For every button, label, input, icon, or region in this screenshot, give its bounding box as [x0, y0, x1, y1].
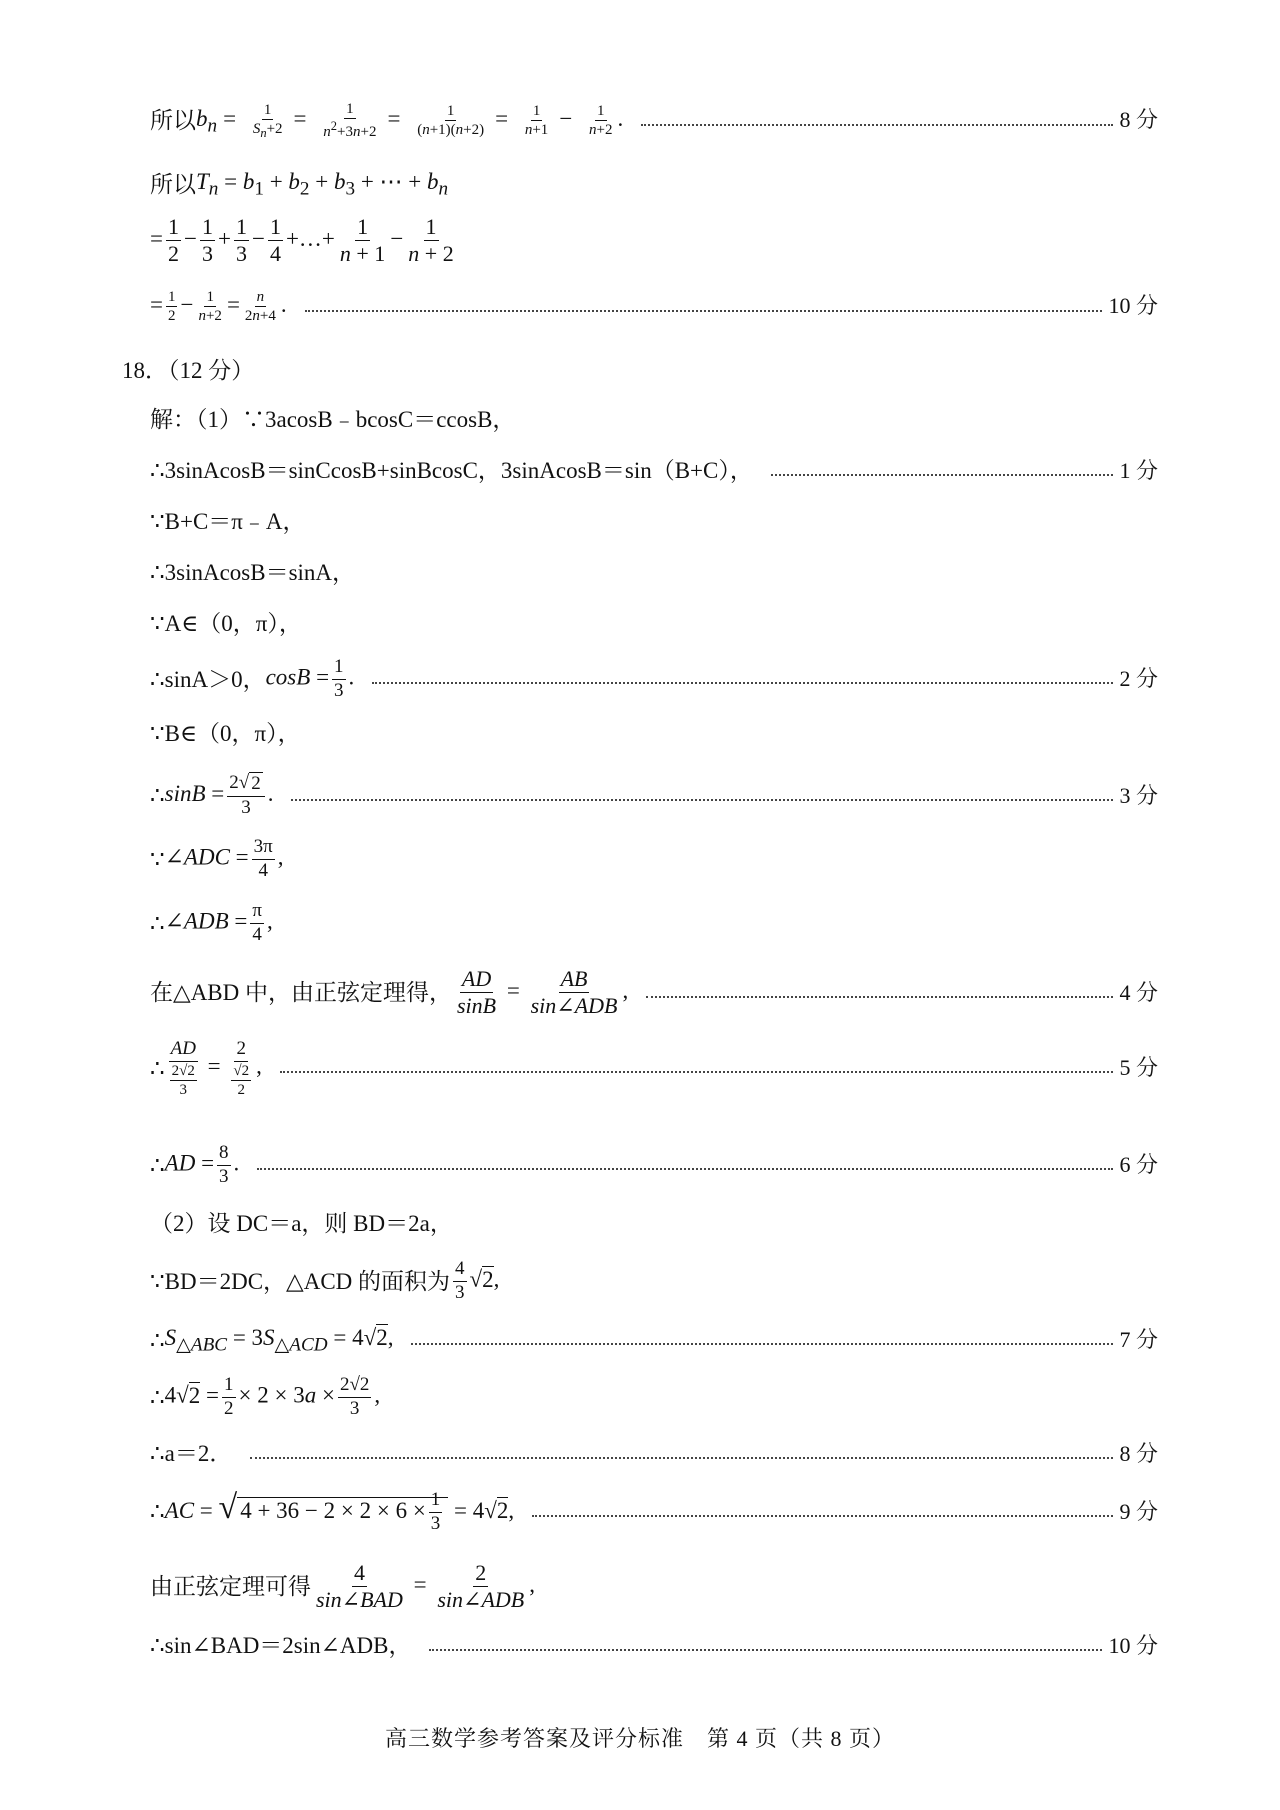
formula-bn: $b_n$ = $\frac{1}{S_n+2}$ = $\frac{1}{n^2+3n+2}$ = $\frac{1}{(n+1)(n+2)}$ = $\frac{1}{n+1}$ − $\frac{1}{n+2}$ . — [196, 101, 624, 140]
line-s12: ∴ $\frac{AD}{\frac{2√2}{3}}$ = $\frac{2}{\frac{√2}{2}}$ , 5 分 — [150, 1038, 1158, 1098]
line-s19: ∴ AC = √ 4 + 36 − 2 × 2 × 6 × $\frac{1}{3}$ = 4√2, 9 分 — [150, 1489, 1158, 1535]
formula-area-abc: $S_{\triangle ABC} = 3S_{\triangle ACD} = 4√2$, — [164, 1325, 394, 1356]
score: 10 分 — [1108, 293, 1158, 319]
line-s8: ∴ sinB = 2√ 2 3 . 3 分 — [150, 772, 1158, 818]
line-s20: 由正弦定理可得 $\frac{4}{\text{sin∠BAD}}$ = $\frac{2}{\text{sin∠ADB}}$ , — [150, 1560, 535, 1613]
line-s14: （2）设 DC＝a，则 BD＝2a， — [150, 1211, 453, 1236]
line-s2: ∴3sinAcosB＝sinCcosB+sinBcosC，3sinAcosB＝sin（B+C）， 1 分 — [150, 457, 1158, 483]
formula-ad-ratio: $\frac{AD}{\frac{2√2}{3}}$ = $\frac{2}{\frac{√2}{2}}$ , — [170, 1038, 262, 1098]
score: 8 分 — [1119, 1440, 1158, 1466]
formula-telescoping: = $\frac{1}{2}$ − $\frac{1}{3}$ + $\frac{1}{3}$ − $\frac{1}{4}$ +…+ $\frac{1}{n + 1}$ − $\frac{1}{n + 2}$ — [150, 214, 454, 267]
line-s16: ∴ $S_{\triangle ABC} = 3S_{\triangle ACD} = 4√2$, 7 分 — [150, 1325, 1158, 1356]
dot-leader — [411, 1343, 1113, 1345]
score: 2 分 — [1119, 666, 1158, 692]
formula-adb: ∠ADB = $\frac{\pi}{4}$ , — [164, 900, 273, 945]
line-s21: ∴sin∠BAD＝2sin∠ADB， 10 分 — [150, 1632, 1158, 1658]
line-tn-result — [150, 288, 1158, 325]
dot-leader — [257, 1168, 1113, 1170]
dot-leader — [646, 996, 1113, 998]
line-s11: 在△ABD 中，由正弦定理得， $\frac{AD}{\sin B}$ = $\frac{AB}{\text{sin∠ADB}}$ , 4 分 — [150, 966, 1158, 1019]
formula-area-eq: 4√2 = $\frac{1}{2}$ × 2 × 3a × $\frac{2√2}{3}$ , — [164, 1374, 381, 1419]
score: 8 分 — [1119, 107, 1158, 133]
line-s17: ∴ 4√2 = $\frac{1}{2}$ × 2 × 3a × $\frac{2√2}{3}$ , — [150, 1374, 381, 1419]
formula-sinb: sinB = 2√ 2 3 . — [164, 772, 274, 818]
dot-leader — [532, 1515, 1113, 1517]
dot-leader — [641, 124, 1113, 126]
line-s1: 解：（1）∵3acosB﹣bcosC＝ccosB， — [150, 407, 516, 432]
line-s6: ∴sinA＞0， cosB = $\frac{1}{3}$ . 2 分 — [150, 656, 1158, 701]
line-s10: ∴ ∠ADB = $\frac{\pi}{4}$ , — [150, 900, 273, 945]
formula-tn-result: = $\frac{1}{2}$ − $\frac{1}{n+2}$ = $\frac{n}{2n+4}$ . — [150, 289, 287, 324]
question-18-header: 18．（12 分） — [122, 358, 255, 383]
line-bn: 所以 $b_n$ = $\frac{1}{S_n+2}$ = $\frac{1}{n^2+3n+2}$ = $\frac{1}{(n+1)(n+2)}$ = $\frac{1}{n+1}$ − $\frac{1}{n+2}$ . 8 分 — [150, 101, 1158, 140]
formula-tn: $T_n = b_1 + b_2 + b_3$ + ⋯ + $b_n$ — [196, 169, 449, 200]
line-s13: ∴ AD = $\frac{8}{3}$ . 6 分 — [150, 1142, 1158, 1187]
dot-leader — [771, 474, 1114, 476]
dot-leader — [372, 682, 1113, 684]
line-s18: ∴a＝2． 8 分 — [150, 1440, 1158, 1466]
line-tn: 所以 $T_n = b_1 + b_2 + b_3$ + ⋯ + $b_n$ — [150, 169, 449, 200]
score: 7 分 — [1119, 1327, 1158, 1353]
score: 1 分 — [1119, 457, 1158, 483]
score: 6 分 — [1119, 1152, 1158, 1178]
line-s7: ∵B∈（0，π）， — [150, 721, 301, 746]
dot-leader — [291, 799, 1113, 801]
line-s3: ∵B+C＝π﹣A， — [150, 509, 306, 534]
dot-leader — [280, 1071, 1114, 1073]
score: 3 分 — [1119, 782, 1158, 808]
formula-adc: ∠ADC = $\frac{3\pi}{4}$ , — [164, 836, 284, 881]
score: 9 分 — [1119, 1498, 1158, 1524]
line-s5: ∵A∈（0，π）， — [150, 611, 302, 636]
formula-sine-law-1: $\frac{AD}{\sin B}$ = $\frac{AB}{\text{sin∠ADB}}$ , — [457, 966, 629, 1019]
line-s4: ∴3sinAcosB＝sinA， — [150, 560, 356, 585]
line-s15: ∵BD＝2DC，△ACD 的面积为 $\frac{4}{3}$ √2, — [150, 1258, 500, 1303]
line-telescoping — [150, 214, 1158, 268]
formula-ad: AD = $\frac{8}{3}$ . — [164, 1142, 240, 1187]
dot-leader — [305, 310, 1103, 312]
formula-sine-law-2: $\frac{4}{\text{sin∠BAD}}$ = $\frac{2}{\text{sin∠ADB}}$ , — [316, 1560, 535, 1613]
score: 4 分 — [1119, 979, 1158, 1005]
dot-leader — [429, 1649, 1102, 1651]
formula-ac: AC = √ 4 + 36 − 2 × 2 × 6 × $\frac{1}{3}$ = 4√2, — [164, 1489, 515, 1535]
score: 5 分 — [1119, 1055, 1158, 1081]
formula-area-acd: $\frac{4}{3}$ √2, — [455, 1258, 500, 1303]
score: 10 分 — [1108, 1632, 1158, 1658]
page-footer: 高三数学参考答案及评分标准 第 4 页（共 8 页） — [384, 1726, 895, 1751]
line-s9: ∵ ∠ADC = $\frac{3\pi}{4}$ , — [150, 836, 284, 881]
dot-leader — [250, 1457, 1113, 1459]
formula-cosb: cosB = $\frac{1}{3}$ . — [265, 656, 355, 701]
